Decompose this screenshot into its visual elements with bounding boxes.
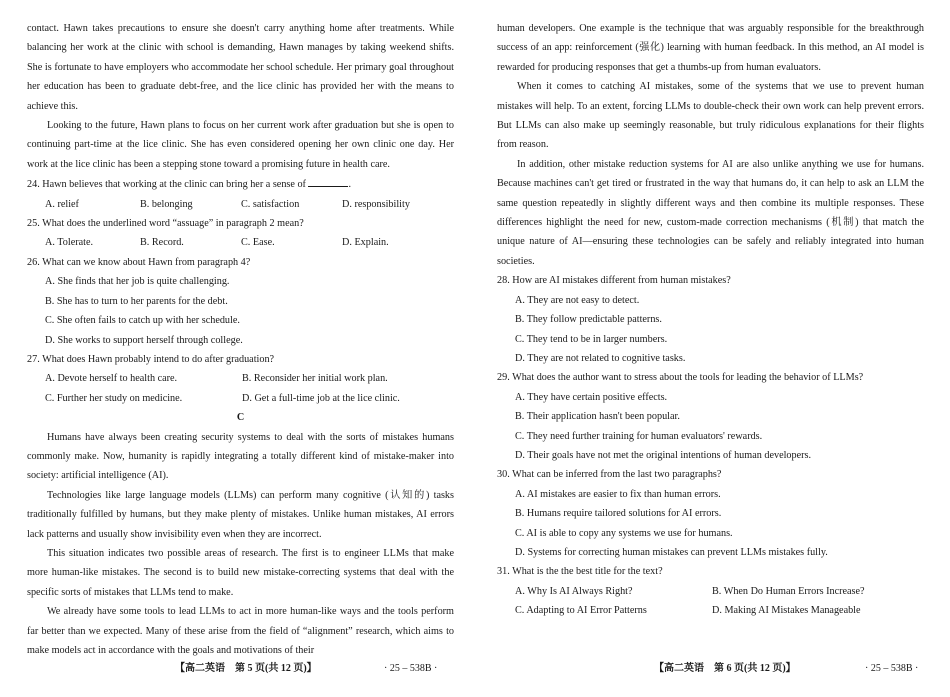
question-25: 25. What does the underlined word “assuage” in paragraph 2 mean?: [27, 218, 304, 230]
option: D. Their goals have not met the original intentions of human developers.: [515, 449, 812, 461]
option: D. Systems for correcting human mistakes can prevent LLMs mistakes fully.: [515, 546, 828, 558]
question-stem: 24. Hawn believes that working at the clinic can bring her a sense of: [27, 179, 309, 191]
option: C. Ease.: [241, 237, 275, 249]
option: A. Devote herself to health care.: [45, 373, 178, 385]
footer-page-label: 【高二英语 第 5 页(共 12 页)】: [175, 663, 317, 674]
option: B. When Do Human Errors Increase?: [712, 585, 865, 597]
option: C. They tend to be in larger numbers.: [515, 333, 668, 345]
option: A. Why Is AI Always Right?: [515, 585, 633, 597]
passage-paragraph: Humans have always been creating security systems to deal with the sorts of mistakes humans commonly make. Now, humanity is rapidly integrating a totally different kind of mistake-maker into society: artificial intelligence (AI).: [27, 431, 454, 482]
option: D. She works to support herself through college.: [45, 334, 243, 346]
option: D. They are not related to cognitive tasks.: [515, 352, 686, 364]
passage-paragraph: When it comes to catching AI mistakes, some of the systems that we use to prevent human mistakes will help. To an extent, forcing LLMs to double-check their own work can help prevent errors. But LLMs can also make up seemingly reasonable, but truly ridiculous explanations for their flights from reason.: [497, 81, 924, 151]
option: A. Tolerate.: [45, 237, 94, 249]
options-25: [27, 233, 454, 252]
option: B. Reconsider her initial work plan.: [242, 373, 388, 385]
option: B. They follow predictable patterns.: [515, 314, 662, 326]
options-27-row1: [27, 369, 454, 388]
option: A. They have certain positive effects.: [515, 391, 668, 403]
option: D. Get a full-time job at the lice clinic.: [242, 392, 400, 404]
passage-paragraph: In addition, other mistake reduction systems for AI are also unlike anything we use for humans. Because machines can't get tired or frustrated in the way that humans do, it can help to ask an LLM the same question repeatedly in slightly different ways and then combine its multiple responses. These differences highlight the need for new, custom-made correction mechanisms (机制) that match the unique nature of AI—ensuring these technologies can be safely and reliably integrated into human societies.: [497, 158, 924, 267]
passage-paragraph: Technologies like large language models (LLMs) can perform many cognitive (认知的) tasks traditionally fulfilled by humans, but they make plenty of mistakes. Unlike human mistakes, AI errors lack patterns and usually show invisibility even when they are incorrect.: [27, 489, 454, 540]
question-29: 29. What does the author want to stress about the tools for leading the behavior of LLMs?: [497, 372, 864, 384]
right-column: [497, 19, 924, 621]
options-31-row1: [497, 582, 924, 601]
options-27-row2: [27, 389, 454, 408]
option: B. belonging: [140, 198, 193, 210]
section-heading: C: [236, 412, 245, 424]
options-31-row2: [497, 601, 924, 620]
footer-exam-code: · 25 – 538B ·: [384, 663, 438, 674]
question-27: 27. What does Hawn probably intend to do after graduation?: [27, 353, 275, 365]
option: C. AI is able to copy any systems we use for humans.: [515, 527, 733, 539]
option: B. She has to turn to her parents for the debt.: [45, 295, 228, 307]
question-28: 28. How are AI mistakes different from human mistakes?: [497, 275, 731, 287]
left-column: [27, 19, 454, 660]
question-30: 30. What can be inferred from the last two paragraphs?: [497, 469, 722, 481]
option: D. Explain.: [342, 237, 389, 249]
footer-exam-code: · 25 – 538B ·: [865, 663, 919, 674]
option: D. Making AI Mistakes Manageable: [712, 605, 861, 617]
passage-paragraph: human developers. One example is the technique that was arguably responsible for the breakthrough success of an app: reinforcement (强化) learning with human feedback. In this method, an AI model is rewarded for producing responses that get a thumbs-up from human evaluators.: [497, 23, 924, 73]
question-26: 26. What can we know about Hawn from paragraph 4?: [27, 256, 251, 268]
passage-paragraph: We already have some tools to lead LLMs to act in more human-like ways and the tools perform far better than we expected. Many of these arise from the field of “alignment” research, which aims to make models act in accordance with the goals and motivations of their: [27, 606, 454, 656]
option: A. She finds that her job is quite challenging.: [45, 276, 230, 288]
option: B. Their application hasn't been popular.: [515, 411, 680, 423]
option: B. Humans require tailored solutions for AI errors.: [515, 508, 722, 520]
option: C. Further her study on medicine.: [45, 392, 183, 404]
option: D. responsibility: [342, 198, 410, 210]
question-31: 31. What is the the best title for the text?: [497, 566, 663, 578]
option: A. They are not easy to detect.: [515, 294, 640, 306]
question-24: [27, 174, 454, 194]
passage-paragraph: This situation indicates two possible areas of research. The first is to engineer LLMs that make more human-like mistakes. The second is to build new mistake-correcting systems that deal with the specific sorts of mistakes that LLMs tend to make.: [27, 547, 454, 598]
footer-page-label: 【高二英语 第 6 页(共 12 页)】: [654, 663, 796, 674]
option: C. They need further training for human evaluators' rewards.: [515, 430, 763, 442]
answer-blank: [308, 174, 348, 187]
option: C. satisfaction: [241, 198, 300, 210]
option: C. She often fails to catch up with her schedule.: [45, 315, 240, 327]
question-stem-end: .: [348, 179, 352, 191]
options-24: [27, 195, 454, 214]
option: B. Record.: [140, 237, 184, 249]
option: A. relief: [45, 198, 79, 210]
passage-paragraph: contact. Hawn takes precautions to ensure she doesn't carry anything home after treatments. While balancing her work at the clinic with school is demanding, Hawn manages by taking weekend shifts. She is fortunate to have employers who accommodate her school schedule. Her primary goal throughout her education has been to graduate debt-free, and the lice clinic has provided her with the means to achieve this.: [27, 23, 454, 112]
option: C. Adapting to AI Error Patterns: [515, 605, 647, 617]
option: A. AI mistakes are easier to fix than human errors.: [515, 488, 721, 500]
passage-paragraph: Looking to the future, Hawn plans to focus on her current work after graduation but she is open to continuing part-time at the lice clinic. She has even considered opening her own clinic one day. Her work at the lice clinic has been a stepping stone toward a promising future in health care.: [27, 120, 454, 170]
